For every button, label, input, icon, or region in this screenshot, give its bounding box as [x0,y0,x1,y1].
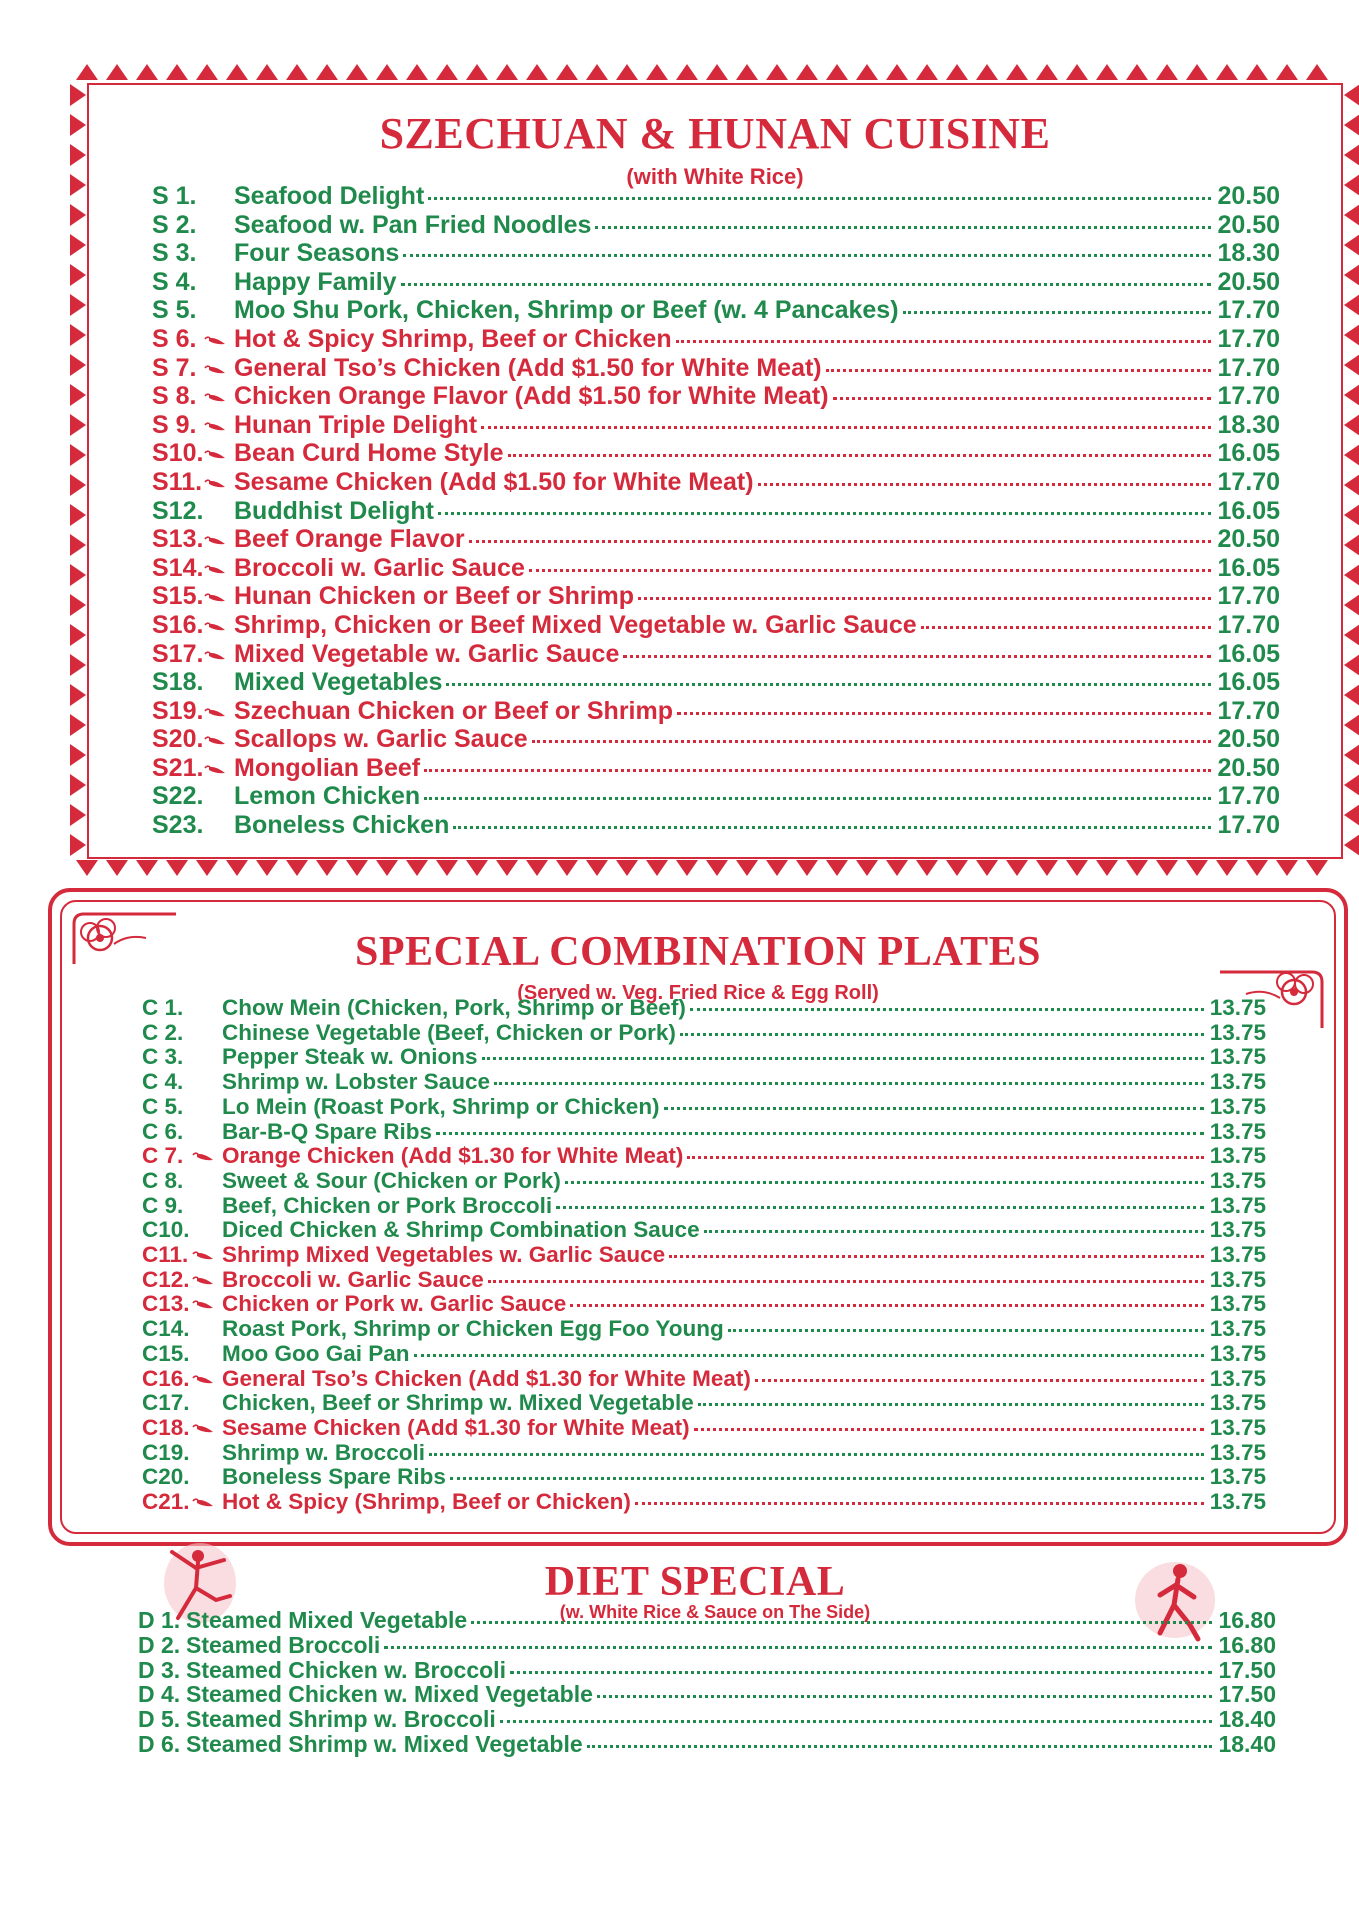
item-code: C 3. [142,1044,184,1070]
chili-pepper-icon [204,622,226,632]
item-code: S20. [152,725,204,754]
item-price: 13.75 [1209,1340,1266,1366]
dot-leader [471,1621,1212,1624]
item-code: S 4. [152,267,197,296]
item-price: 18.30 [1217,410,1280,439]
diet-title: DIET SPECIAL [544,1559,846,1605]
item-code: C14. [142,1316,190,1342]
item-code: S 5. [152,296,197,325]
item-code: S16. [152,610,204,639]
menu-item [152,668,1280,697]
item-code: C 2. [142,1019,184,1045]
item-code: S19. [152,696,204,725]
item-code: S 6. [152,324,197,353]
item-name: Sweet & Sour (Chicken or Pork) [222,1167,561,1193]
dot-leader [469,540,1212,543]
item-name: Steamed Chicken w. Broccoli [186,1656,506,1683]
item-name: Hot & Spicy Shrimp, Beef or Chicken [234,324,672,353]
item-name: Mixed Vegetable w. Garlic Sauce [234,639,620,668]
menu-item [152,697,1280,726]
dot-leader [638,597,1211,600]
chili-pepper-icon [204,336,226,346]
item-name: General Tso’s Chicken (Add $1.50 for White Meat) [234,353,822,382]
menu-item [138,1707,1276,1732]
item-name: Diced Chicken & Shrimp Combination Sauce [222,1217,700,1243]
item-name: Chicken Orange Flavor (Add $1.50 for White Meat) [234,382,829,411]
item-code: S14. [152,553,204,582]
item-name: Hunan Triple Delight [234,410,478,439]
menu-item [152,525,1280,554]
dot-leader [755,1379,1204,1382]
item-name: Orange Chicken (Add $1.30 for White Meat) [222,1143,684,1169]
menu-item [152,554,1280,583]
dot-leader [401,283,1212,286]
item-name: Shrimp Mixed Vegetables w. Garlic Sauce [222,1242,666,1268]
item-code: S 1. [152,182,197,210]
menu-item [142,1490,1266,1515]
item-price: 13.75 [1209,1365,1266,1391]
item-price: 13.75 [1209,1044,1266,1070]
item-name: Pepper Steak w. Onions [222,1044,478,1070]
item-price: 13.75 [1209,1217,1266,1243]
dot-leader [436,1132,1204,1135]
chili-pepper-icon [204,393,226,403]
item-code: D 4. [138,1681,181,1708]
item-name: Buddhist Delight [234,496,434,525]
chili-pepper-icon [204,565,226,575]
item-name: Happy Family [234,267,397,296]
item-price: 17.70 [1217,696,1280,725]
item-price: 20.50 [1217,725,1280,754]
dot-leader [488,1280,1204,1283]
item-name: Bean Curd Home Style [234,439,504,468]
menu-item [138,1732,1276,1757]
item-code: C 7. [142,1143,184,1169]
dot-leader [687,1156,1203,1159]
combination-section [48,888,1348,1546]
item-price: 16.05 [1217,668,1280,697]
item-name: Broccoli w. Garlic Sauce [222,1266,484,1292]
menu-item [142,1218,1266,1243]
item-name: Moo Goo Gai Pan [222,1340,410,1366]
item-name: Hunan Chicken or Beef or Shrimp [234,582,635,611]
menu-item [142,1243,1266,1268]
diet-menu-list [138,1608,1276,1757]
item-price: 16.05 [1217,553,1280,582]
dot-leader [446,683,1211,686]
item-name: Steamed Mixed Vegetable [186,1607,468,1633]
item-name: Chicken or Pork w. Garlic Sauce [222,1291,567,1317]
dot-leader [570,1304,1203,1307]
menu-item [142,1292,1266,1317]
item-price: 13.75 [1209,1439,1266,1465]
item-name: Chow Mein (Chicken, Pork, Shrimp or Beef) [222,995,686,1020]
dot-leader [508,454,1212,457]
item-price: 13.75 [1209,1414,1266,1440]
item-code: C18. [142,1414,190,1440]
item-code: C20. [142,1464,190,1490]
menu-item [142,1441,1266,1466]
menu-item [152,382,1280,411]
chili-pepper-icon [192,1424,214,1434]
item-name: Steamed Broccoli [186,1631,381,1658]
menu-item [142,1045,1266,1070]
menu-item [142,1070,1266,1095]
item-name: Lo Mein (Roast Pork, Shrimp or Chicken) [222,1093,660,1119]
chili-pepper-icon [204,479,226,489]
dot-leader [690,1008,1204,1011]
menu-item [142,1169,1266,1194]
dot-leader [826,369,1212,372]
item-price: 13.75 [1209,1167,1266,1193]
menu-item [152,325,1280,354]
item-price: 13.75 [1209,1143,1266,1169]
menu-item [152,811,1280,840]
item-name: Beef, Chicken or Pork Broccoli [222,1192,553,1218]
item-name: Four Seasons [234,239,400,268]
dot-leader [597,1695,1213,1698]
menu-item [152,582,1280,611]
menu-item [152,296,1280,325]
chili-pepper-icon [192,1300,214,1310]
menu-item [152,468,1280,497]
item-code: C16. [142,1365,190,1391]
menu-item [142,1021,1266,1046]
dot-leader [704,1230,1204,1233]
item-name: Shrimp w. Lobster Sauce [222,1069,490,1095]
item-name: Scallops w. Garlic Sauce [234,725,528,754]
item-code: C13. [142,1291,190,1317]
item-price: 16.80 [1218,1631,1276,1658]
chili-pepper-icon [204,422,226,432]
item-price: 16.05 [1217,439,1280,468]
item-price: 17.70 [1217,782,1280,811]
item-price: 13.75 [1209,1093,1266,1119]
item-price: 20.50 [1217,267,1280,296]
dot-leader [494,1082,1204,1085]
item-code: S15. [152,582,204,611]
item-price: 13.75 [1209,1118,1266,1144]
item-price: 16.05 [1217,639,1280,668]
dot-leader [429,1453,1204,1456]
menu-item [152,640,1280,669]
dot-leader [482,1057,1204,1060]
menu-item [138,1682,1276,1707]
item-code: S10. [152,439,204,468]
item-name: Broccoli w. Garlic Sauce [234,553,525,582]
item-price: 17.70 [1217,467,1280,496]
item-code: S18. [152,668,204,697]
dot-leader [565,1181,1204,1184]
menu-item [142,1416,1266,1441]
item-code: S11. [152,467,203,496]
dot-leader [529,569,1212,572]
item-code: D 5. [138,1706,181,1733]
flower-ornament-icon [66,904,186,974]
menu-item [152,725,1280,754]
item-code: C10. [142,1217,190,1243]
item-name: Boneless Spare Ribs [222,1464,446,1490]
chili-pepper-icon [192,1251,214,1261]
item-code: D 6. [138,1730,181,1757]
dot-leader [481,426,1211,429]
menu-item [142,1367,1266,1392]
item-name: Seafood Delight [234,182,425,210]
dot-leader [698,1403,1204,1406]
chili-pepper-icon [204,765,226,775]
item-price: 16.05 [1217,496,1280,525]
item-price: 13.75 [1209,995,1266,1020]
item-code: C11. [142,1242,189,1268]
dot-leader [450,1477,1204,1480]
menu-item [152,239,1280,268]
dot-leader [669,1255,1204,1258]
item-code: C 4. [142,1069,184,1095]
item-code: C17. [142,1390,190,1416]
menu-item [138,1658,1276,1683]
item-price: 18.40 [1218,1706,1276,1733]
chili-pepper-icon [204,536,226,546]
dot-leader [532,740,1212,743]
item-name: Sesame Chicken (Add $1.50 for White Meat) [234,467,754,496]
item-price: 20.50 [1217,525,1280,554]
dot-leader [728,1329,1204,1332]
item-price: 13.75 [1209,1192,1266,1218]
dot-leader [428,197,1211,200]
item-name: Shrimp w. Broccoli [222,1439,425,1465]
item-price: 13.75 [1209,1489,1266,1515]
dot-leader [903,311,1212,314]
item-code: C 6. [142,1118,184,1144]
dot-leader [453,826,1211,829]
dot-leader [384,1646,1212,1649]
dot-leader [694,1428,1204,1431]
item-price: 13.75 [1209,1242,1266,1268]
item-name: Mongolian Beef [234,753,421,782]
item-code: C12. [142,1266,190,1292]
item-name: Boneless Chicken [234,811,450,840]
item-price: 20.50 [1217,210,1280,239]
item-name: Chicken, Beef or Shrimp w. Mixed Vegetable [222,1390,694,1416]
dot-leader [403,254,1211,257]
item-name: Bar-B-Q Spare Ribs [222,1118,433,1144]
item-code: C 5. [142,1093,184,1119]
item-name: Hot & Spicy (Shrimp, Beef or Chicken) [222,1489,631,1515]
menu-item [152,497,1280,526]
dot-leader [758,483,1212,486]
dot-leader [833,397,1212,400]
item-name: Beef Orange Flavor [234,525,465,554]
item-price: 13.75 [1209,1464,1266,1490]
item-name: Steamed Shrimp w. Mixed Vegetable [186,1730,583,1757]
item-name: Steamed Shrimp w. Broccoli [186,1706,496,1733]
item-code: C 1. [142,995,184,1020]
chili-pepper-icon [204,365,226,375]
dot-leader [595,226,1211,229]
dot-leader [623,655,1211,658]
menu-item [142,1391,1266,1416]
dot-leader [414,1354,1204,1357]
dot-leader [556,1206,1204,1209]
item-code: S 3. [152,239,197,268]
item-price: 17.70 [1217,324,1280,353]
chili-pepper-icon [204,450,226,460]
chili-pepper-icon [192,1498,214,1508]
szechuan-section [70,62,1359,882]
item-price: 18.30 [1217,239,1280,268]
item-price: 17.50 [1218,1656,1276,1683]
chili-pepper-icon [204,736,226,746]
item-name: Seafood w. Pan Fried Noodles [234,210,592,239]
menu-item [152,182,1280,211]
item-code: S 8. [152,382,197,411]
dot-leader [587,1745,1213,1748]
item-code: S12. [152,496,204,525]
menu-item [142,1095,1266,1120]
szechuan-subtitle: (with White Rice) [626,164,804,189]
item-code: C 8. [142,1167,184,1193]
item-name: General Tso’s Chicken (Add $1.30 for White Meat) [222,1365,751,1391]
item-name: Chinese Vegetable (Beef, Chicken or Pork) [222,1019,676,1045]
item-code: C 9. [142,1192,184,1218]
chili-pepper-icon [204,593,226,603]
combination-title: SPECIAL COMBINATION PLATES [355,929,1041,975]
menu-item [152,439,1280,468]
item-name: Roast Pork, Shrimp or Chicken Egg Foo Young [222,1316,724,1342]
item-price: 13.75 [1209,1390,1266,1416]
szechuan-menu-list [152,182,1280,840]
dot-leader [664,1107,1204,1110]
menu-item [152,611,1280,640]
dot-leader [680,1033,1204,1036]
item-price: 17.70 [1217,610,1280,639]
item-code: S 2. [152,210,197,239]
item-price: 20.50 [1217,753,1280,782]
item-code: D 1. [138,1607,181,1633]
chili-pepper-icon [192,1152,214,1162]
item-price: 17.50 [1218,1681,1276,1708]
item-price: 13.75 [1209,1316,1266,1342]
chili-pepper-icon [204,708,226,718]
combination-subtitle: (Served w. Veg. Fried Rice & Egg Roll) [517,982,879,1004]
menu-item [152,782,1280,811]
item-name: Mixed Vegetables [234,668,443,697]
menu-item [142,1120,1266,1145]
item-price: 13.75 [1209,1266,1266,1292]
item-price: 17.70 [1217,582,1280,611]
dot-leader [424,797,1211,800]
item-name: Shrimp, Chicken or Beef Mixed Vegetable w. Garlic Sauce [234,610,917,639]
menu-item [142,1268,1266,1293]
dot-leader [510,1671,1212,1674]
flower-ornament-icon [1210,952,1330,1032]
menu-item [142,1317,1266,1342]
menu-item [152,211,1280,240]
dot-leader [677,712,1211,715]
menu-item [142,1144,1266,1169]
item-name: Moo Shu Pork, Chicken, Shrimp or Beef (w. 4 Pancakes) [234,296,899,325]
item-code: D 3. [138,1656,181,1683]
item-price: 17.70 [1217,296,1280,325]
item-code: C15. [142,1340,190,1366]
item-price: 17.70 [1217,811,1280,840]
szechuan-title: SZECHUAN & HUNAN CUISINE [379,109,1051,158]
item-price: 20.50 [1217,182,1280,210]
menu-item [138,1608,1276,1633]
item-price: 13.75 [1209,1069,1266,1095]
item-price: 17.70 [1217,382,1280,411]
item-price: 13.75 [1209,1291,1266,1317]
item-code: S13. [152,525,204,554]
menu-item [142,1342,1266,1367]
item-code: S 7. [152,353,197,382]
dot-leader [424,769,1211,772]
menu-item [138,1633,1276,1658]
item-code: S17. [152,639,204,668]
chili-pepper-icon [192,1276,214,1286]
item-code: C21. [142,1489,190,1515]
dot-leader [921,626,1212,629]
dot-leader [676,340,1212,343]
menu-item [152,754,1280,783]
item-code: C19. [142,1439,190,1465]
menu-item [152,354,1280,383]
item-price: 16.80 [1218,1607,1276,1633]
dot-leader [500,1720,1213,1723]
item-name: Steamed Chicken w. Mixed Vegetable [186,1681,593,1708]
menu-item [152,411,1280,440]
combination-menu-list [142,996,1266,1515]
menu-item [142,996,1266,1021]
item-code: S22. [152,782,204,811]
chili-pepper-icon [204,651,226,661]
menu-item [142,1465,1266,1490]
item-name: Sesame Chicken (Add $1.30 for White Meat) [222,1414,690,1440]
diet-subtitle: (w. White Rice & Sauce on The Side) [559,1602,871,1622]
item-code: S 9. [152,410,197,439]
chili-pepper-icon [192,1375,214,1385]
menu-item [152,268,1280,297]
item-code: S23. [152,811,204,840]
menu-item [142,1194,1266,1219]
item-price: 18.40 [1218,1730,1276,1757]
item-price: 17.70 [1217,353,1280,382]
item-name: Lemon Chicken [234,782,421,811]
item-name: Szechuan Chicken or Beef or Shrimp [234,696,673,725]
item-code: D 2. [138,1631,181,1658]
item-price: 13.75 [1209,1019,1266,1045]
dot-leader [635,1502,1204,1505]
item-code: S21. [152,753,204,782]
dot-leader [438,512,1211,515]
